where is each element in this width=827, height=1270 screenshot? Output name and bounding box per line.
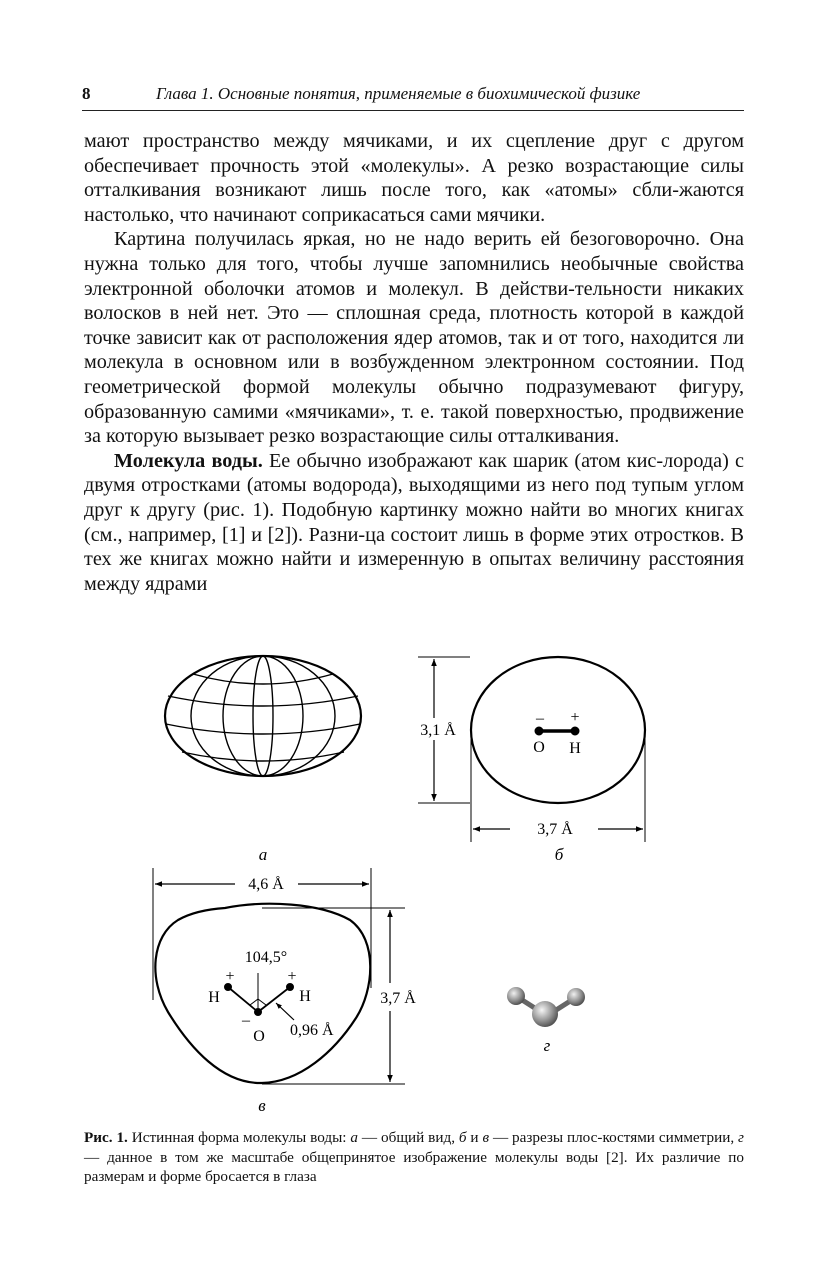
panel-v-section <box>153 868 405 1084</box>
panel-b-charge-plus: + <box>570 709 580 726</box>
caption-text <box>84 1129 744 1185</box>
panel-v-width-label: 4,6 Å <box>248 876 284 893</box>
panel-v-charge-plus-left: + <box>225 968 235 985</box>
panel-v-label: в <box>258 1096 266 1115</box>
panel-b-atom-h-label: H <box>569 740 581 757</box>
caption-part: — разрезы плос-костями симметрии, <box>489 1129 739 1146</box>
paragraph-2-text: Картина получилась яркая, но не надо верить ей безоговорочно. Она нужна только для того, чтобы лучше запомнились необычные свойства электронной оболочки атомов и молекул. В действи-тельности никаких волосков в ней нет. Это — сплошная среда, плотность которой в каждой точке зависит как от расположения ядер атомов, так и от того, находится ли молекула в основном или в возбужденном электронном состоянии. Под геометрической формой молекулы обычно подразумевают фигуру, образованную самими «мячиками», т. е. такой поверхностью, продвижение за которую вызывает резко возрастающие силы отталкивания. <box>84 228 744 448</box>
caption-part: и <box>466 1129 483 1146</box>
caption-lead: Рис. 1. <box>84 1129 128 1146</box>
panel-b-height-label: 3,1 Å <box>420 722 456 739</box>
page-header <box>82 84 744 111</box>
panel-a-label: а <box>258 845 268 864</box>
caption-part: б <box>458 1129 467 1146</box>
panel-v-charge-plus-right: + <box>287 968 297 985</box>
figure-caption <box>84 1128 744 1187</box>
paragraph-2 <box>84 227 744 448</box>
body-text <box>84 129 744 596</box>
panel-b-charge-minus: – <box>536 710 544 727</box>
panel-v-atom-h-right-label: H <box>299 988 311 1005</box>
caption-part: Истинная форма молекулы воды: <box>127 1129 351 1146</box>
panel-v-angle-label: 104,5° <box>244 949 288 966</box>
panel-a-ellipsoid <box>165 656 361 776</box>
panel-b-atom-o-label: O <box>533 739 545 756</box>
paragraph-3-bold-lead: Молекула воды. <box>114 449 263 472</box>
panel-g-oxygen <box>532 1001 558 1027</box>
paragraph-1-text: мают пространство между мячиками, и их сцепление друг с другом обеспечивает прочность этой «молекулы». А резко возрастающие силы отталкивания возникают лишь после того, как «атомы» сбли-жаются настолько, что начинают соприкасаться сами мячики. <box>84 130 744 226</box>
panel-v-bond-length-label: 0,96 Å <box>290 1022 334 1039</box>
paragraph-3 <box>84 449 744 597</box>
panel-g-hydrogen-left <box>507 987 525 1005</box>
panel-v-atom-o <box>255 1009 262 1016</box>
panel-v-bond-length-pointer <box>276 1003 294 1020</box>
caption-part: г <box>738 1129 744 1146</box>
panel-g-label: г <box>543 1036 551 1055</box>
panel-v-bond-left <box>228 987 258 1012</box>
panel-v-atom-h-left-label: H <box>208 989 220 1006</box>
panel-b-atom-h <box>571 727 579 735</box>
caption-part: — данное в том же масштабе общепринятое изображение молекулы воды [2]. Их различие по размерам и форме бросается в глаза <box>84 1148 744 1185</box>
panel-b-atom-o <box>535 727 543 735</box>
caption-part: — общий вид, <box>358 1129 459 1146</box>
panel-b-label: б <box>554 845 564 864</box>
paragraph-1 <box>84 129 744 227</box>
panel-v-height-label: 3,7 Å <box>380 990 416 1007</box>
panel-b-section <box>418 657 645 842</box>
panel-v-bond-right <box>258 987 290 1012</box>
panel-v-atom-o-label: O <box>253 1028 265 1045</box>
panel-g-ball-model <box>507 987 585 1027</box>
figure-water-molecule <box>0 640 827 1120</box>
panel-g-hydrogen-right <box>567 988 585 1006</box>
page-number: 8 <box>82 84 91 103</box>
paragraph-3-text: Ее обычно изображают как шарик (атом кис-лорода) с двумя отростками (атомы водорода), выходящими из него под тупым углом друг к другу (рис. 1). Подобную картинку можно найти во многих книгах (см., например, [1] и [2]). Разни-ца состоит лишь в форме этих отростков. В тех же книгах можно найти и измеренную в опытах величину расстояния между ядрами <box>84 449 744 595</box>
panel-b-width-label: 3,7 Å <box>537 821 573 838</box>
caption-part: в <box>482 1129 490 1146</box>
caption-part: а <box>350 1129 359 1146</box>
panel-v-charge-minus: – <box>242 1012 250 1029</box>
running-head: Глава 1. Основные понятия, применяемые в биохимической физике <box>156 84 641 103</box>
